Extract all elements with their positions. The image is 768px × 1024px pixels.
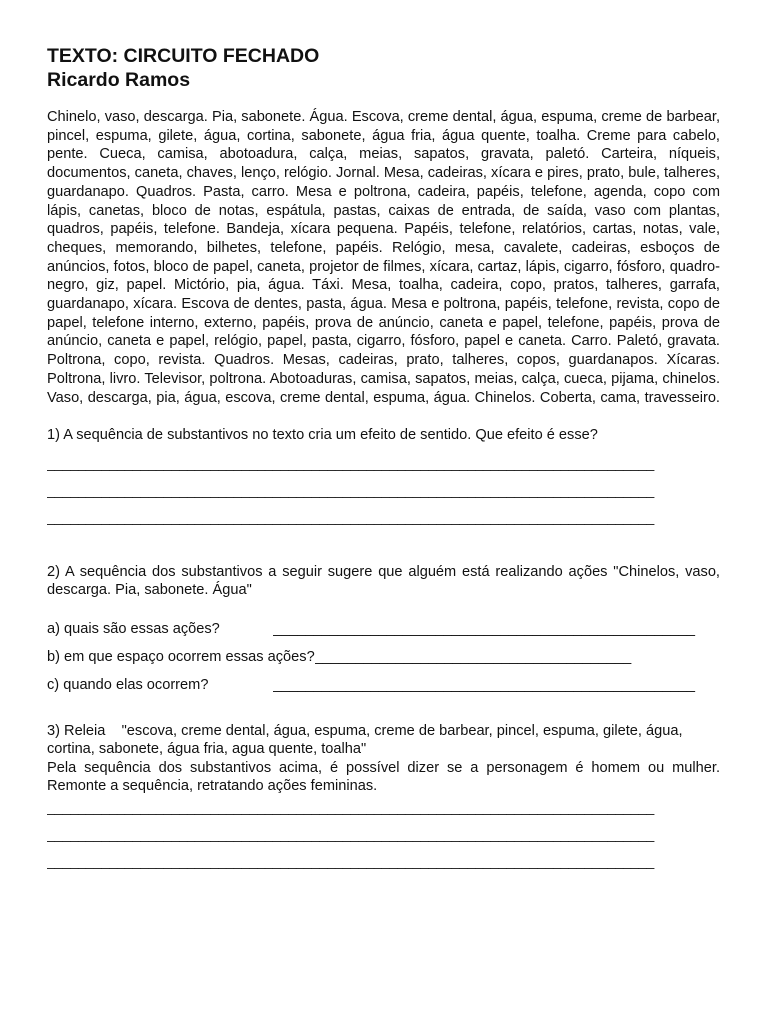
question-2-item-b <box>47 648 720 666</box>
answer-line[interactable]: ______________________________________________________________________________ <box>47 508 655 525</box>
worksheet-page <box>47 44 729 870</box>
answer-line[interactable]: ______________________________________________________________________________ <box>47 825 655 842</box>
question-3-prompt: 3) Releia "escova, creme dental, água, espuma, creme de barbear, pincel, espuma, gilete, água, cortina, sabonete, água fria, agua quente, toalha" <box>47 722 687 758</box>
question-1-prompt: 1) A sequência de substantivos no texto cria um efeito de sentido. Que efeito é esse? <box>47 427 598 444</box>
item-label: b) em que espaço ocorrem essas ações? <box>47 648 315 665</box>
answer-line[interactable]: ______________________________________________________________________________ <box>47 852 655 869</box>
story-text: Chinelo, vaso, descarga. Pia, sabonete. Água. Escova, creme dental, água, espuma, creme de barbear, pincel, espuma, gilete, água, cortina, sabonete, água fria, água quente, toalha. Creme para cabelo, pente. Cueca, camisa, abotoadura, calça, meias, sapatos, gravata, paletó. Carteira, níqueis, documentos, caneta, chaves, lenço, relógio. Jornal. Mesa, cadeiras, xícara e pires, prato, bule, talheres, guardanapo. Quadros. Pasta, carro. Mesa e poltrona, cadeira, papéis, telefone, agenda, copo com lápis, canetas, bloco de notas, espátula, pastas, caixas de entrada, de saída, vaso com plantas, quadros, papéis, telefone. Bandeja, xícara pequena. Papéis, telefone, relatórios, cartas, notas, vale, cheques, memorando, bilhetes, telefone, papéis. Relógio, mesa, cavalete, cadeiras, esboços de anúncios, fotos, bloco de papel, caneta, projetor de filmes, xícara, cartaz, lápis, cigarro, fósforo, quadro-negro, giz, papel. Mictório, pia, água. Táxi. Mesa, toalha, cadeira, copo, pratos, talheres, garrafa, guardanapo, xícara. Escova de dentes, pasta, água. Mesa e poltrona, papéis, telefone, revista, copo de papel, telefone interno, externo, papéis, prova de anúncio, caneta e papel, telefone, papéis, prova de anúncio, caneta e papel, relógio, papel, pasta, cigarro, fósforo, papel e caneta. Carro. Paletó, gravata. Poltrona, copo, revista. Quadros. Mesas, cadeiras, prato, talheres, copos, guardanapos. Xícaras. Poltrona, livro. Televisor, poltrona. Abotoaduras, camisa, sapatos, meias, calça, cueca, pijama, chinelos. Vaso, descarga, pia, água, escova, creme dental, espuma, água. Chinelos. Coberta, cama, travesseiro. <box>47 109 720 406</box>
item-label: a) quais são essas ações? <box>47 620 220 637</box>
answer-line[interactable]: ______________________________________________________________________________ <box>47 481 655 498</box>
answer-line[interactable]: ______________________________________________________________________________ <box>47 454 655 471</box>
question-2-prompt: 2) A sequência dos substantivos a seguir sugere que alguém está realizando ações "Chinelos, vaso, descarga. Pia, sabonete. Água" <box>47 563 720 599</box>
question-3 <box>47 722 729 870</box>
question-1 <box>47 426 720 526</box>
author-name: Ricardo Ramos <box>47 69 191 91</box>
question-2-item-c <box>47 676 720 694</box>
answer-blank[interactable]: ____________________________________________________ <box>273 620 696 637</box>
question-2-item-a <box>47 620 720 638</box>
answer-line[interactable]: ______________________________________________________________________________ <box>47 798 655 815</box>
document-title: TEXTO: CIRCUITO FECHADO <box>47 45 320 67</box>
question-3-followup: Pela sequência dos substantivos acima, é possível dizer se a personagem é homem ou mulher. Remonte a sequência, retratando ações femininas. <box>47 759 729 795</box>
question-2 <box>47 563 720 694</box>
item-label: c) quando elas ocorrem? <box>47 676 209 693</box>
answer-blank[interactable]: ____________________________________________________ <box>273 676 696 693</box>
answer-blank[interactable]: _______________________________________ <box>314 648 632 665</box>
